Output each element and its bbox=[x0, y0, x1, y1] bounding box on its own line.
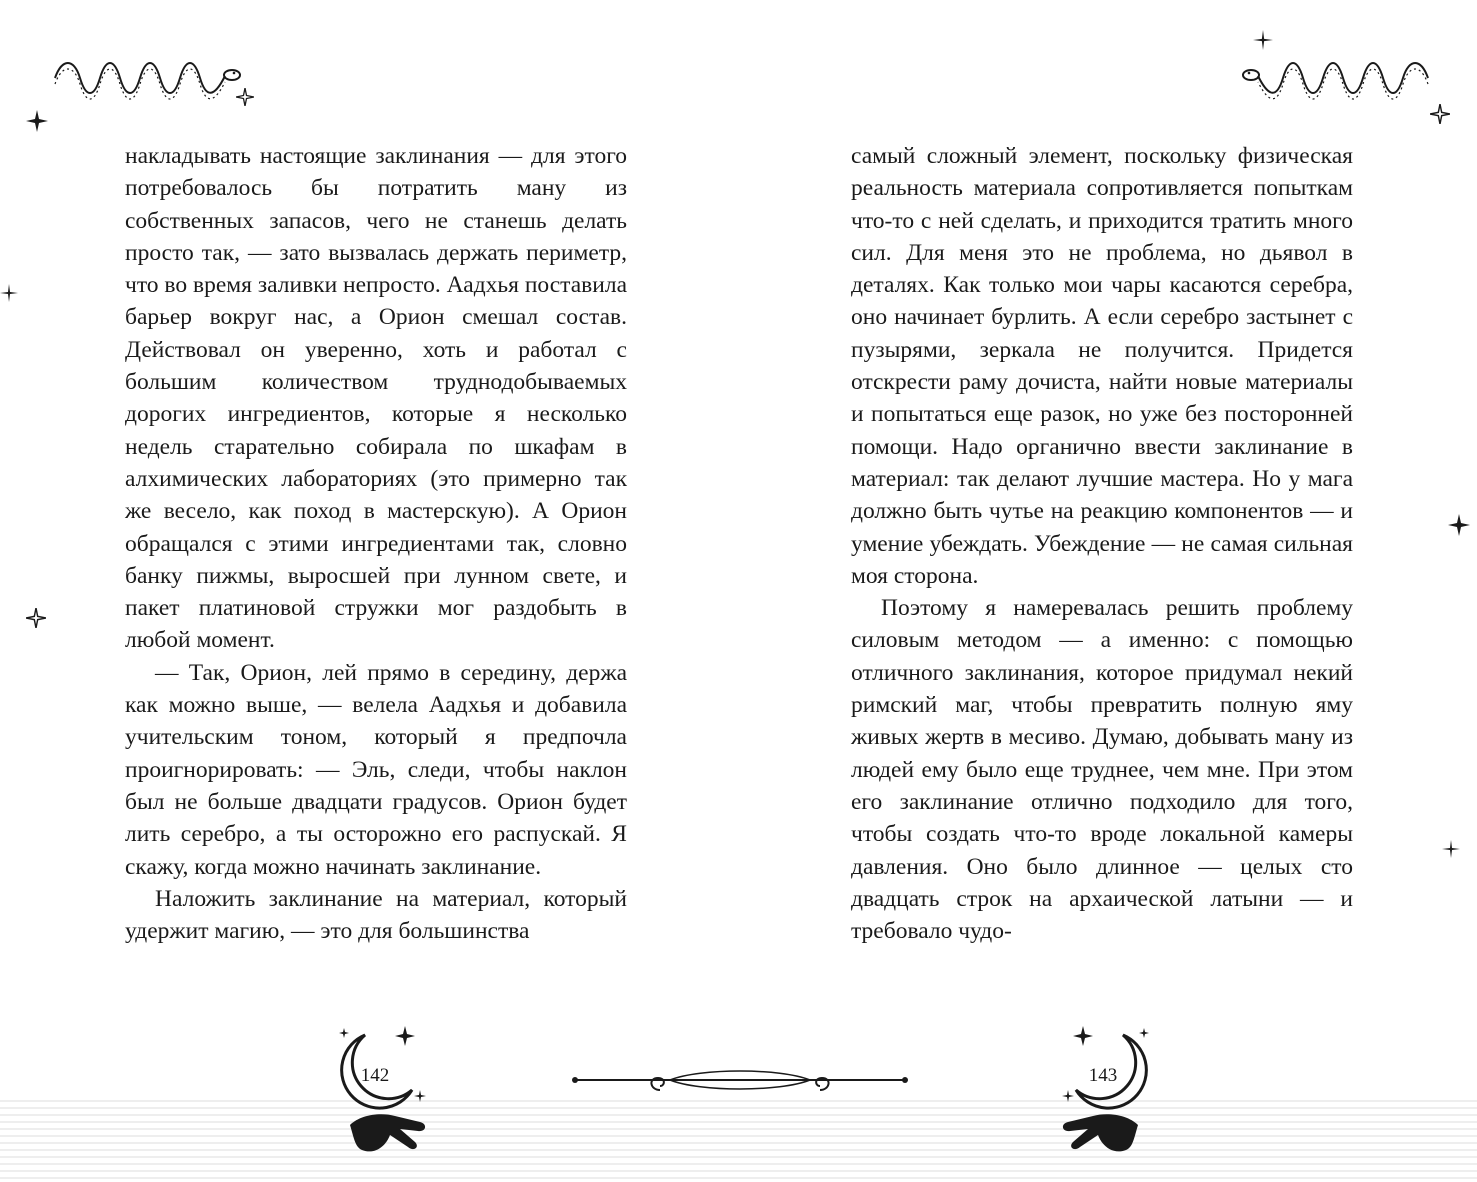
page-number: 142 bbox=[360, 1065, 390, 1086]
moon-hand-icon bbox=[1048, 1020, 1168, 1160]
paragraph: самый сложный элемент, поскольку физическая реальность материала сопротивляется попыткам что-то с ней сделать, и приходится тратить много сил. Для меня это не проблема, но дьявол в деталях. Как только мои чары касаются серебра, оно начинает бурлить. А если серебро застынет с пузырями, зеркала не получится. Придется отскрести раму дочиста, найти новые материалы и попытаться еще разок, но уже без посторонней помощи. Надо органично ввести заклинание в материал: так делают лучшие мастера. Но у мага должно быть чутье на реакцию компонентов — и умение убеждать. Убеждение — не самая сильная моя сторона. bbox=[851, 143, 1353, 589]
left-text-block bbox=[125, 140, 627, 947]
page-number: 143 bbox=[1088, 1065, 1118, 1086]
star-icon bbox=[26, 608, 46, 628]
snake-icon bbox=[1233, 48, 1433, 108]
paragraph: Наложить заклинание на материал, который удержит магию, — это для большинства bbox=[125, 885, 627, 945]
star-icon bbox=[1442, 840, 1460, 858]
star-icon bbox=[1430, 104, 1450, 124]
right-page bbox=[738, 0, 1477, 1182]
paragraph: накладывать настоящие заклинания — для этого потребовалось бы потратить ману из собственных запасов, чего не станешь делать просто так, — зато вызвалась держать периметр, что во время заливки непросто. Аадхья поставила барьер вокруг нас, а Орион смешал состав. Действовал он уверенно, хоть и работал с большим количеством труднодобываемых дорогих ингредиентов, которые я несколько недель старательно собирала по шкафам в алхимических лабораториях (это примерно так же весело, как поход в мастерскую). А Орион обращался с этими ингредиентами так, словно банку пижмы, выросшей при лунном свете, и пакет платиновой стружки мог раздобыть в любой момент. bbox=[125, 143, 627, 654]
right-text-block bbox=[851, 140, 1353, 947]
moon-hand-icon bbox=[320, 1020, 440, 1160]
paragraph: — Так, Орион, лей прямо в середину, держа как можно выше, — велела Аадхья и добавила учительским тоном, который я предпочла проигнорировать: — Эль, следи, чтобы наклон был не больше двадцати градусов. Орион будет лить серебро, а ты осторожно его распускай. Я скажу, когда можно начинать заклинание. bbox=[125, 659, 627, 880]
paragraph: Поэтому я намеревалась решить проблему силовым методом — а именно: с помощью отличного заклинания, которое придумал некий римский маг, чтобы превратить полную яму живых жертв в месиво. Думаю, добывать ману из людей ему было еще труднее, чем мне. При этом его заклинание отлично подходило для того, чтобы создать что-то вроде локальной камеры давления. Оно было длинное — целых сто двадцать строк на архаической латыни — и требовало чудо- bbox=[851, 595, 1353, 945]
star-icon bbox=[26, 110, 48, 132]
star-icon bbox=[1253, 30, 1273, 50]
left-page bbox=[0, 0, 738, 1182]
star-icon bbox=[236, 88, 254, 106]
star-icon bbox=[1448, 514, 1470, 536]
snake-icon bbox=[50, 48, 250, 108]
star-icon bbox=[0, 284, 18, 302]
